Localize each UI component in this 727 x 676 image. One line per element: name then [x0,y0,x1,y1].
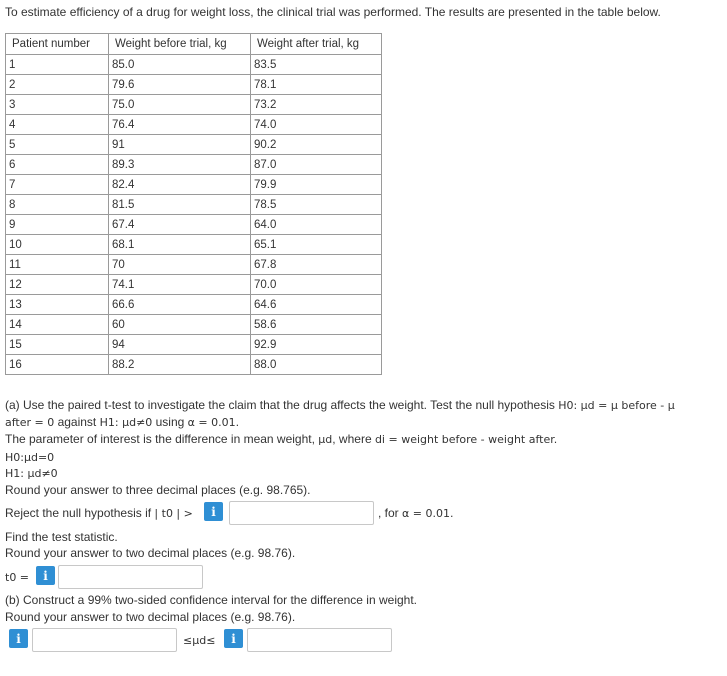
weight-after-cell: 83.5 [251,55,382,75]
ci-lower-input[interactable] [32,628,177,652]
patient-number-cell: 13 [6,295,109,315]
weight-before-cell: 94 [109,335,251,355]
suffix-alpha: α = 0.01. [402,507,454,520]
weight-after-cell: 88.0 [251,355,382,375]
parameter-text: , where [332,432,375,446]
weight-after-cell: 90.2 [251,135,382,155]
patient-number-cell: 3 [6,95,109,115]
t0-label: t0 = [5,571,30,584]
weight-before-cell: 74.1 [109,275,251,295]
weight-after-cell: 64.0 [251,215,382,235]
weight-before-cell: 85.0 [109,55,251,75]
table-row [6,195,382,215]
table-row [6,75,382,95]
ci-upper-answer [224,628,392,652]
patient-number-cell: 4 [6,115,109,135]
patient-number-cell: 5 [6,135,109,155]
round-three-instruction: Round your answer to three decimal places (e.g. 98.765). [5,483,311,497]
part-b-round-instruction: Round your answer to two decimal places (e.g. 98.76). [5,610,296,624]
weight-before-cell: 68.1 [109,235,251,255]
reject-rule-suffix [378,506,453,521]
table-row [6,155,382,175]
column-header: Weight after trial, kg [251,34,382,55]
weight-before-cell: 79.6 [109,75,251,95]
round-two-instruction: Round your answer to two decimal places (e.g. 98.76). [5,546,296,560]
info-icon[interactable]: i [204,502,223,521]
weight-before-cell: 66.6 [109,295,251,315]
patient-number-cell: 11 [6,255,109,275]
reject-condition: | t0 | > [154,507,193,520]
patient-number-cell: 2 [6,75,109,95]
critical-value-input[interactable] [229,501,374,525]
weight-before-cell: 89.3 [109,155,251,175]
patient-number-cell: 16 [6,355,109,375]
weight-before-cell: 70 [109,255,251,275]
part-b-question: (b) Construct a 99% two-sided confidence interval for the difference in weight. [5,593,417,607]
difference-definition: di = weight before - weight after. [374,433,558,446]
h1-statement: H1: μd≠0 [5,467,58,480]
weight-after-cell: 58.6 [251,315,382,335]
patient-number-cell: 9 [6,215,109,235]
weight-after-cell: 79.9 [251,175,382,195]
ci-upper-input[interactable] [247,628,392,652]
test-statistic-input[interactable] [58,565,203,589]
parameter-description [5,432,557,447]
weight-before-cell: 88.2 [109,355,251,375]
table-header-row [6,34,382,55]
weight-after-cell: 64.6 [251,295,382,315]
reject-text: Reject the null hypothesis if [5,506,155,520]
info-icon[interactable]: i [9,629,28,648]
weight-after-cell: 78.5 [251,195,382,215]
table-row [6,135,382,155]
weight-after-cell: 73.2 [251,95,382,115]
patient-number-cell: 1 [6,55,109,75]
parameter-text: The parameter of interest is the difference in mean weight, [5,432,319,446]
weight-table [5,33,382,375]
table-row [6,295,382,315]
patient-number-cell: 14 [6,315,109,335]
find-test-statistic: Find the test statistic. [5,530,118,544]
h0-statement: H0:μd=0 [5,451,55,464]
column-header: Weight before trial, kg [109,34,251,55]
table-row [6,55,382,75]
table-row [6,315,382,335]
parameter-symbol: μd [318,433,333,446]
weight-after-cell: 70.0 [251,275,382,295]
ci-lower-answer [9,628,177,652]
weight-before-cell: 82.4 [109,175,251,195]
table-row [6,175,382,195]
table-row [6,275,382,295]
patient-number-cell: 12 [6,275,109,295]
critical-value-answer [204,501,374,525]
part-a-question-line1 [5,398,675,413]
weight-after-cell: 67.8 [251,255,382,275]
info-icon[interactable]: i [36,566,55,585]
patient-number-cell: 6 [6,155,109,175]
patient-number-cell: 10 [6,235,109,255]
weight-after-cell: 92.9 [251,335,382,355]
weight-before-cell: 76.4 [109,115,251,135]
table-row [6,215,382,235]
info-icon[interactable]: i [224,629,243,648]
null-hypothesis-continuation: after = 0 [5,416,55,429]
weight-after-cell: 87.0 [251,155,382,175]
weight-before-cell: 67.4 [109,215,251,235]
weight-after-cell: 74.0 [251,115,382,135]
table-row [6,95,382,115]
part-a-question-line2 [5,415,239,430]
weight-after-cell: 78.1 [251,75,382,95]
part-a-text: (a) Use the paired t-test to investigate the claim that the drug affects the weight. Test the null hypothesis [5,398,559,412]
table-row [6,355,382,375]
connector-text: against [54,415,100,429]
connector-text: using [152,415,188,429]
weight-before-cell: 91 [109,135,251,155]
weight-after-cell: 65.1 [251,235,382,255]
patient-number-cell: 7 [6,175,109,195]
alt-hypothesis-expression: H1: μd≠0 [99,416,153,429]
weight-before-cell: 81.5 [109,195,251,215]
weight-before-cell: 75.0 [109,95,251,115]
table-row [6,255,382,275]
table-row [6,115,382,135]
null-hypothesis-expression: H0: μd = μ before - μ [558,399,675,412]
patient-number-cell: 8 [6,195,109,215]
table-row [6,235,382,255]
table-row [6,335,382,355]
reject-rule-label [5,506,193,521]
weight-before-cell: 60 [109,315,251,335]
significance-level: α = 0.01. [187,416,240,429]
patient-number-cell: 15 [6,335,109,355]
test-statistic-answer [36,565,203,589]
ci-middle-symbols: ≤μd≤ [183,634,216,647]
problem-intro: To estimate efficiency of a drug for weight loss, the clinical trial was performed. The results are presented in the table below. [5,5,661,19]
suffix-text: , for [378,506,403,520]
column-header: Patient number [6,34,109,55]
